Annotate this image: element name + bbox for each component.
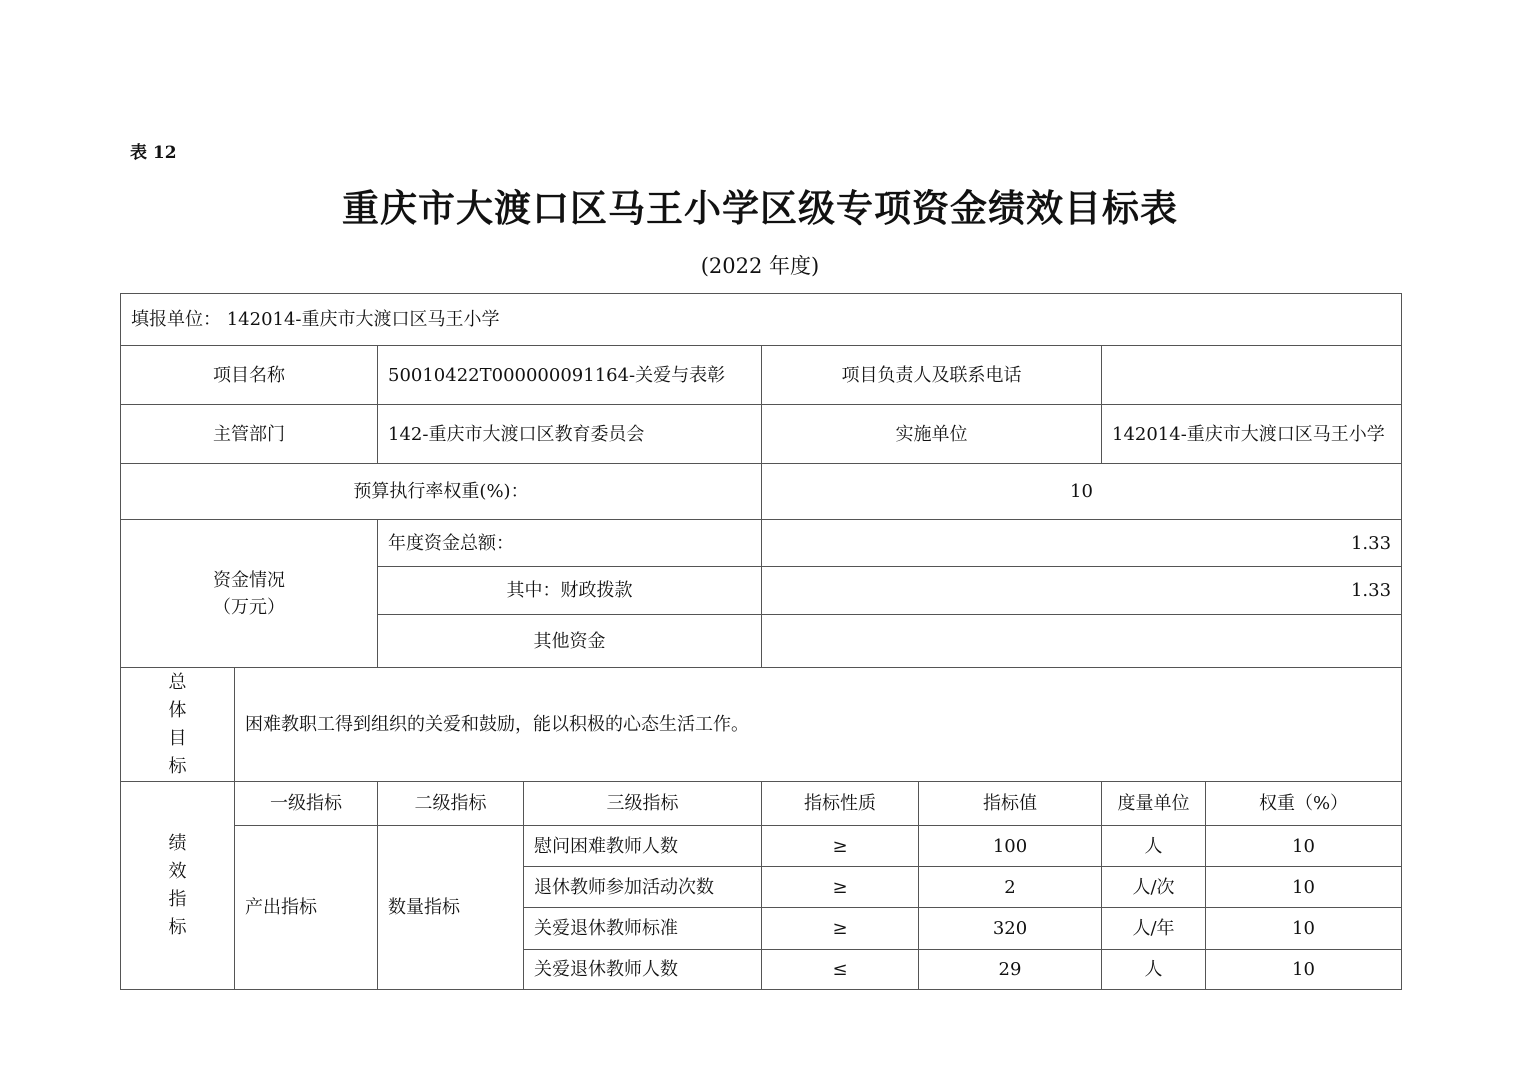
project-name-value: 50010422T000000091164-关爱与表彰 xyxy=(378,346,762,405)
indicator-value: 320 xyxy=(919,908,1102,950)
project-lead-value xyxy=(1102,346,1402,405)
header-value: 指标值 xyxy=(919,782,1102,826)
other-funds-label: 其他资金 xyxy=(378,615,762,668)
indicator-nature: ≥ xyxy=(762,908,919,950)
funds-label xyxy=(121,520,378,668)
indicator-weight: 10 xyxy=(1206,826,1402,867)
budget-weight-label: 预算执行率权重(%)： xyxy=(121,464,762,520)
funds-label-line2: （万元） xyxy=(213,596,285,618)
project-name-label: 项目名称 xyxy=(121,346,378,405)
indicator-unit: 人/年 xyxy=(1102,908,1206,950)
indicator-weight: 10 xyxy=(1206,950,1402,990)
indicator-value: 100 xyxy=(919,826,1102,867)
perf-char: 标 xyxy=(168,916,187,938)
performance-indicators-label xyxy=(121,782,235,990)
header-level3: 三级指标 xyxy=(524,782,762,826)
goal-char: 标 xyxy=(168,755,187,777)
project-lead-label: 项目负责人及联系电话 xyxy=(762,346,1102,405)
funds-label-line1: 资金情况 xyxy=(213,569,285,591)
impl-unit-label: 实施单位 xyxy=(762,405,1102,464)
page-title: 重庆市大渡口区马王小学区级专项资金绩效目标表 xyxy=(342,187,1178,230)
header-nature: 指标性质 xyxy=(762,782,919,826)
header-weight: 权重（%） xyxy=(1206,782,1402,826)
goal-char: 体 xyxy=(168,699,187,721)
header-level2: 二级指标 xyxy=(378,782,524,826)
fill-unit: 填报单位： 142014-重庆市大渡口区马王小学 xyxy=(121,294,1402,346)
perf-char: 绩 xyxy=(168,832,187,854)
indicator-value: 2 xyxy=(919,867,1102,908)
level3-indicator: 退休教师参加活动次数 xyxy=(524,867,762,908)
dept-label: 主管部门 xyxy=(121,405,378,464)
table-row xyxy=(121,826,1402,867)
level2-indicator: 数量指标 xyxy=(378,826,524,990)
goal-char: 总 xyxy=(168,671,187,693)
fiscal-funds-value: 1.33 xyxy=(762,567,1402,615)
header-level1: 一级指标 xyxy=(235,782,378,826)
level3-indicator: 关爱退休教师标准 xyxy=(524,908,762,950)
total-funds-value: 1.33 xyxy=(762,520,1402,567)
perf-char: 指 xyxy=(168,888,187,910)
goal-char: 目 xyxy=(168,727,187,749)
impl-unit-value: 142014-重庆市大渡口区马王小学 xyxy=(1102,405,1402,464)
dept-value: 142-重庆市大渡口区教育委员会 xyxy=(378,405,762,464)
indicator-weight: 10 xyxy=(1206,908,1402,950)
indicator-unit: 人 xyxy=(1102,950,1206,990)
indicator-nature: ≥ xyxy=(762,867,919,908)
indicator-value: 29 xyxy=(919,950,1102,990)
indicator-nature: ≥ xyxy=(762,826,919,867)
level1-indicator: 产出指标 xyxy=(235,826,378,990)
other-funds-value xyxy=(762,615,1402,668)
fiscal-funds-label: 其中：财政拨款 xyxy=(378,567,762,615)
overall-goal-text: 困难教职工得到组织的关爱和鼓励，能以积极的心态生活工作。 xyxy=(235,668,1402,782)
indicator-nature: ≤ xyxy=(762,950,919,990)
total-funds-label: 年度资金总额： xyxy=(378,520,762,567)
perf-char: 效 xyxy=(168,860,187,882)
level3-indicator: 关爱退休教师人数 xyxy=(524,950,762,990)
table-number: 表 12 xyxy=(130,143,177,163)
budget-weight-value: 10 xyxy=(762,464,1402,520)
indicator-weight: 10 xyxy=(1206,867,1402,908)
indicator-unit: 人 xyxy=(1102,826,1206,867)
performance-target-table xyxy=(120,293,1402,990)
page-subtitle: (2022 年度) xyxy=(700,254,820,278)
level3-indicator: 慰问困难教师人数 xyxy=(524,826,762,867)
overall-goal-label xyxy=(121,668,235,782)
header-unit: 度量单位 xyxy=(1102,782,1206,826)
indicator-unit: 人/次 xyxy=(1102,867,1206,908)
